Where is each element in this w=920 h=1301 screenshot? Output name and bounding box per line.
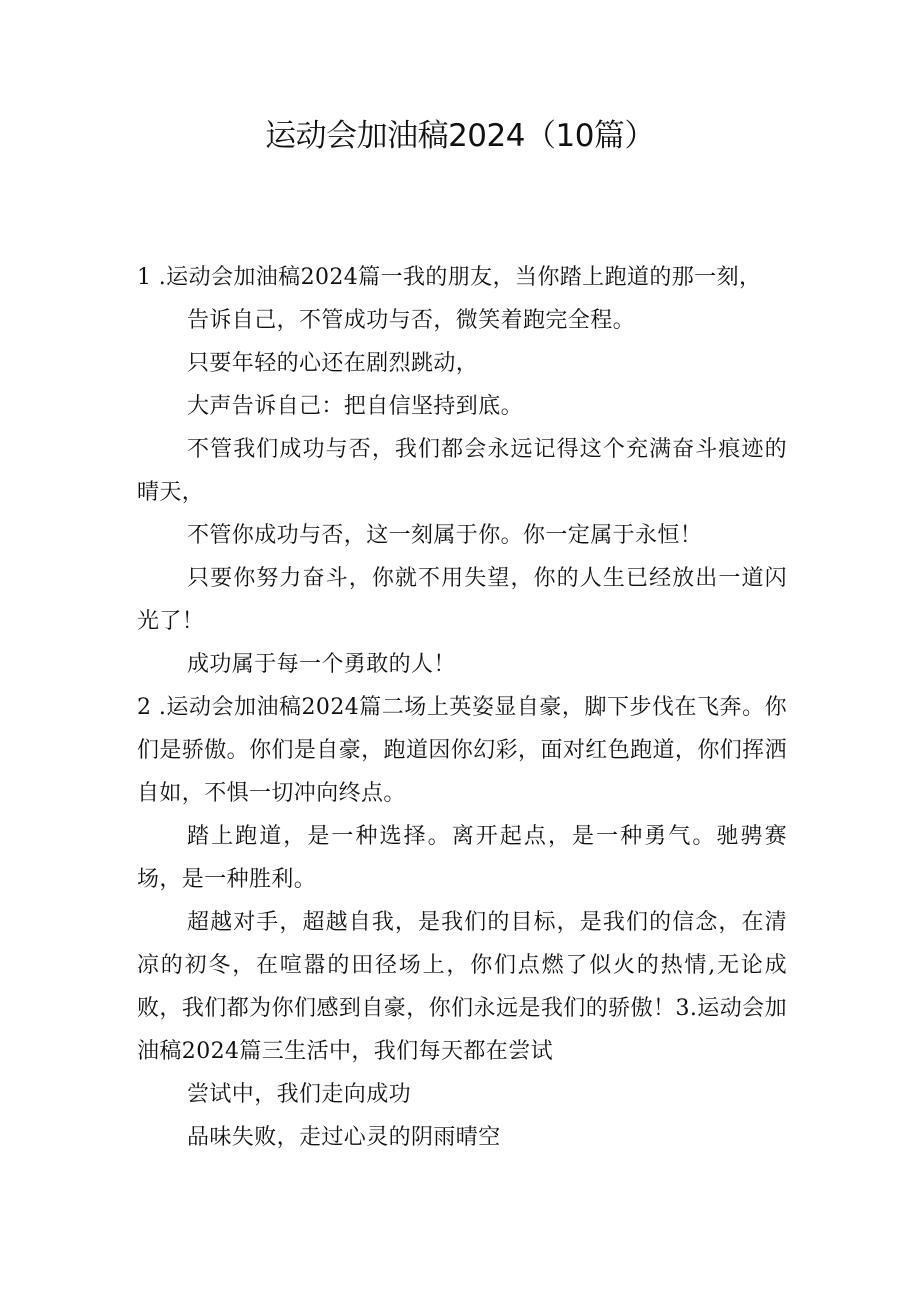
paragraph-13: 品味失败，走过心灵的阴雨晴空 — [187, 1125, 501, 1150]
document-title: 运动会加油稿2024（10篇） — [265, 118, 655, 154]
paragraph-10: 踏上跑道，是一种选择。离开起点，是一种勇气。驰骋赛场，是一种胜利。 — [137, 824, 787, 892]
document-body — [137, 256, 787, 1159]
paragraph-1: 1 .运动会加油稿2024篇一我的朋友，当你踏上跑道的那一刻， — [137, 265, 762, 290]
paragraph-7: 只要你努力奋斗，你就不用失望，你的人生已经放出一道闪光了！ — [137, 566, 787, 634]
paragraph-3: 只要年轻的心还在剧烈跳动， — [187, 351, 479, 376]
paragraph-4: 大声告诉自己：把自信坚持到底。 — [187, 394, 524, 419]
paragraph-9: 2 .运动会加油稿2024篇二场上英姿显自豪，脚下步伐在飞奔。你们是骄傲。你们是自豪，跑道因你幻彩，面对红色跑道，你们挥洒自如，不惧一切冲向终点。 — [137, 695, 787, 806]
paragraph-5: 不管我们成功与否，我们都会永远记得这个充满奋斗痕迹的晴天， — [137, 437, 787, 505]
paragraph-6: 不管你成功与否，这一刻属于你。你一定属于永恒！ — [187, 523, 703, 548]
paragraph-2: 告诉自己，不管成功与否，微笑着跑完全程。 — [187, 308, 636, 333]
paragraph-12: 尝试中，我们走向成功 — [187, 1082, 412, 1107]
paragraph-8: 成功属于每一个勇敢的人！ — [187, 652, 456, 677]
paragraph-11: 超越对手，超越自我，是我们的目标，是我们的信念，在清凉的初冬，在喧嚣的田径场上，你们点燃了似火的热情,无论成败，我们都为你们感到自豪，你们永远是我们的骄傲！3.运动会加油稿2024篇三生活中，我们每天都在尝试 — [137, 910, 787, 1064]
